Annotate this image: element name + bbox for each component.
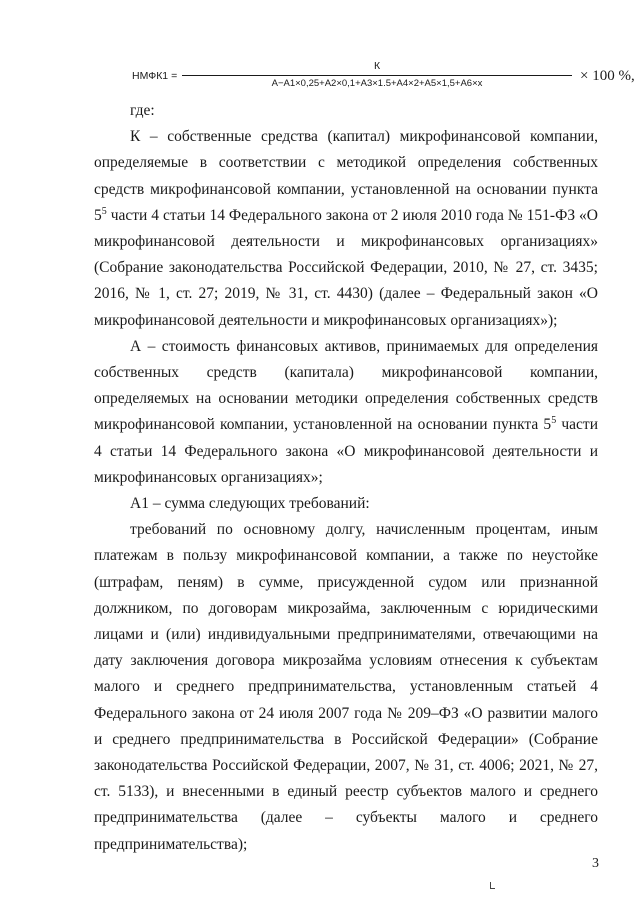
page-number: 3 — [592, 856, 599, 871]
fraction-bar — [182, 75, 572, 76]
scan-mark — [490, 882, 495, 889]
document-body — [94, 98, 598, 858]
formula-denominator: А−А1×0,25+А2×0,1+А3×1.5+А4×2+А5×1,5+А6×x — [271, 78, 483, 89]
nmfk1-formula — [132, 60, 635, 96]
paragraph-k-definition — [94, 124, 598, 334]
formula-lhs: НМФК1 = — [132, 70, 178, 82]
a-superscript: 5 — [551, 415, 557, 427]
paragraph-where: где: — [130, 102, 155, 119]
k-superscript: 5 — [101, 205, 107, 217]
formula-numerator: К — [373, 60, 381, 72]
paragraph-a-definition — [94, 334, 598, 491]
a-text-part1: А – стоимость финансовых активов, принимаемых для определения собственных средств (капитала) микрофинансовой компании, определяемых на основании методики определения собственных средств микрофинансовой компании, установленной на основании пункта 5 — [94, 337, 598, 434]
k-text-part2: части 4 статьи 14 Федерального закона от 2 июля 2010 года № 151-ФЗ «О микрофинансовой деятельности и микрофинансовых организациях» (Собрание законодательства Российской Федерации, 2010, № 27, ст. 3435; 2016, № 1, ст. 27; 2019, № 31, ст. 4430) (далее – Федеральный закон «О микрофинансовой деятельности и микрофинансовых организациях»); — [94, 206, 598, 329]
k-text-part1: К – собственные средства (капитал) микрофинансовой компании, определяемые в соответствии с методикой определения собственных средств микрофинансовой компании, установленной на основании пункта 5 — [94, 128, 598, 224]
paragraph-claims: требований по основному долгу, начисленным процентам, иным платежам в пользу микрофинансовой компании, а также по неустойке (штрафам, пеням) в сумме, присужденной судом или признанной должником, по договорам микрозайма, заключенным с юридическими лицами и (или) индивидуальными предпринимателями, отвечающими на дату заключения договора микрозайма условиям отнесения к субъектам малого и среднего предпринимательства, установленным статьей 4 Федерального закона от 24 июля 2007 года № 209–ФЗ «О развитии малого и среднего предпринимательства в Российской Федерации» (Собрание законодательства Российской Федерации, 2007, № 31, ст. 4006; 2021, № 27, ст. 5133), и внесенными в единый реестр субъектов малого и среднего предпринимательства (далее – субъекты малого и среднего предпринимательства); — [94, 521, 598, 853]
formula-rhs: × 100 %, — [580, 68, 635, 84]
paragraph-a1-definition: А1 – сумма следующих требований: — [130, 495, 370, 513]
a-text-part2: части 4 статьи 14 Федерального закона «О микрофинансовой деятельности и микрофинансовых организациях»; — [94, 416, 599, 486]
